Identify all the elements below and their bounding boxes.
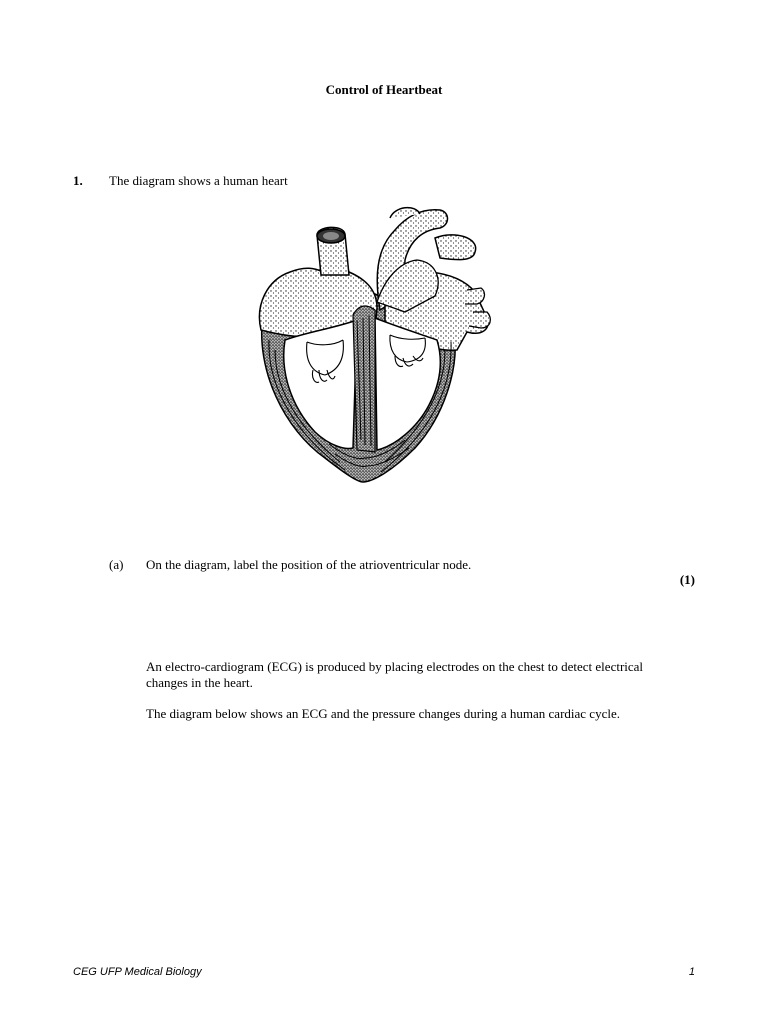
footer-course: CEG UFP Medical Biology: [73, 966, 202, 978]
question-number: 1.: [73, 173, 83, 188]
part-a-text: On the diagram, label the position of the atrioventricular node.: [146, 557, 472, 572]
heart-diagram: [245, 200, 495, 490]
part-a-label: (a): [109, 557, 124, 572]
footer-page-number: 1: [688, 966, 695, 978]
question-text: The diagram shows a human heart: [109, 173, 288, 188]
part-a-marks: (1): [679, 572, 695, 587]
ecg-diagram-intro: The diagram below shows an ECG and the pressure changes during a human cardiac cycle.: [146, 706, 620, 721]
ecg-paragraph: An electro-cardiogram (ECG) is produced by placing electrodes on the chest to detect electrical changes in the heart.: [146, 659, 644, 690]
page-title: Control of Heartbeat: [325, 82, 443, 97]
left-ventricle-chamber: [375, 318, 440, 450]
